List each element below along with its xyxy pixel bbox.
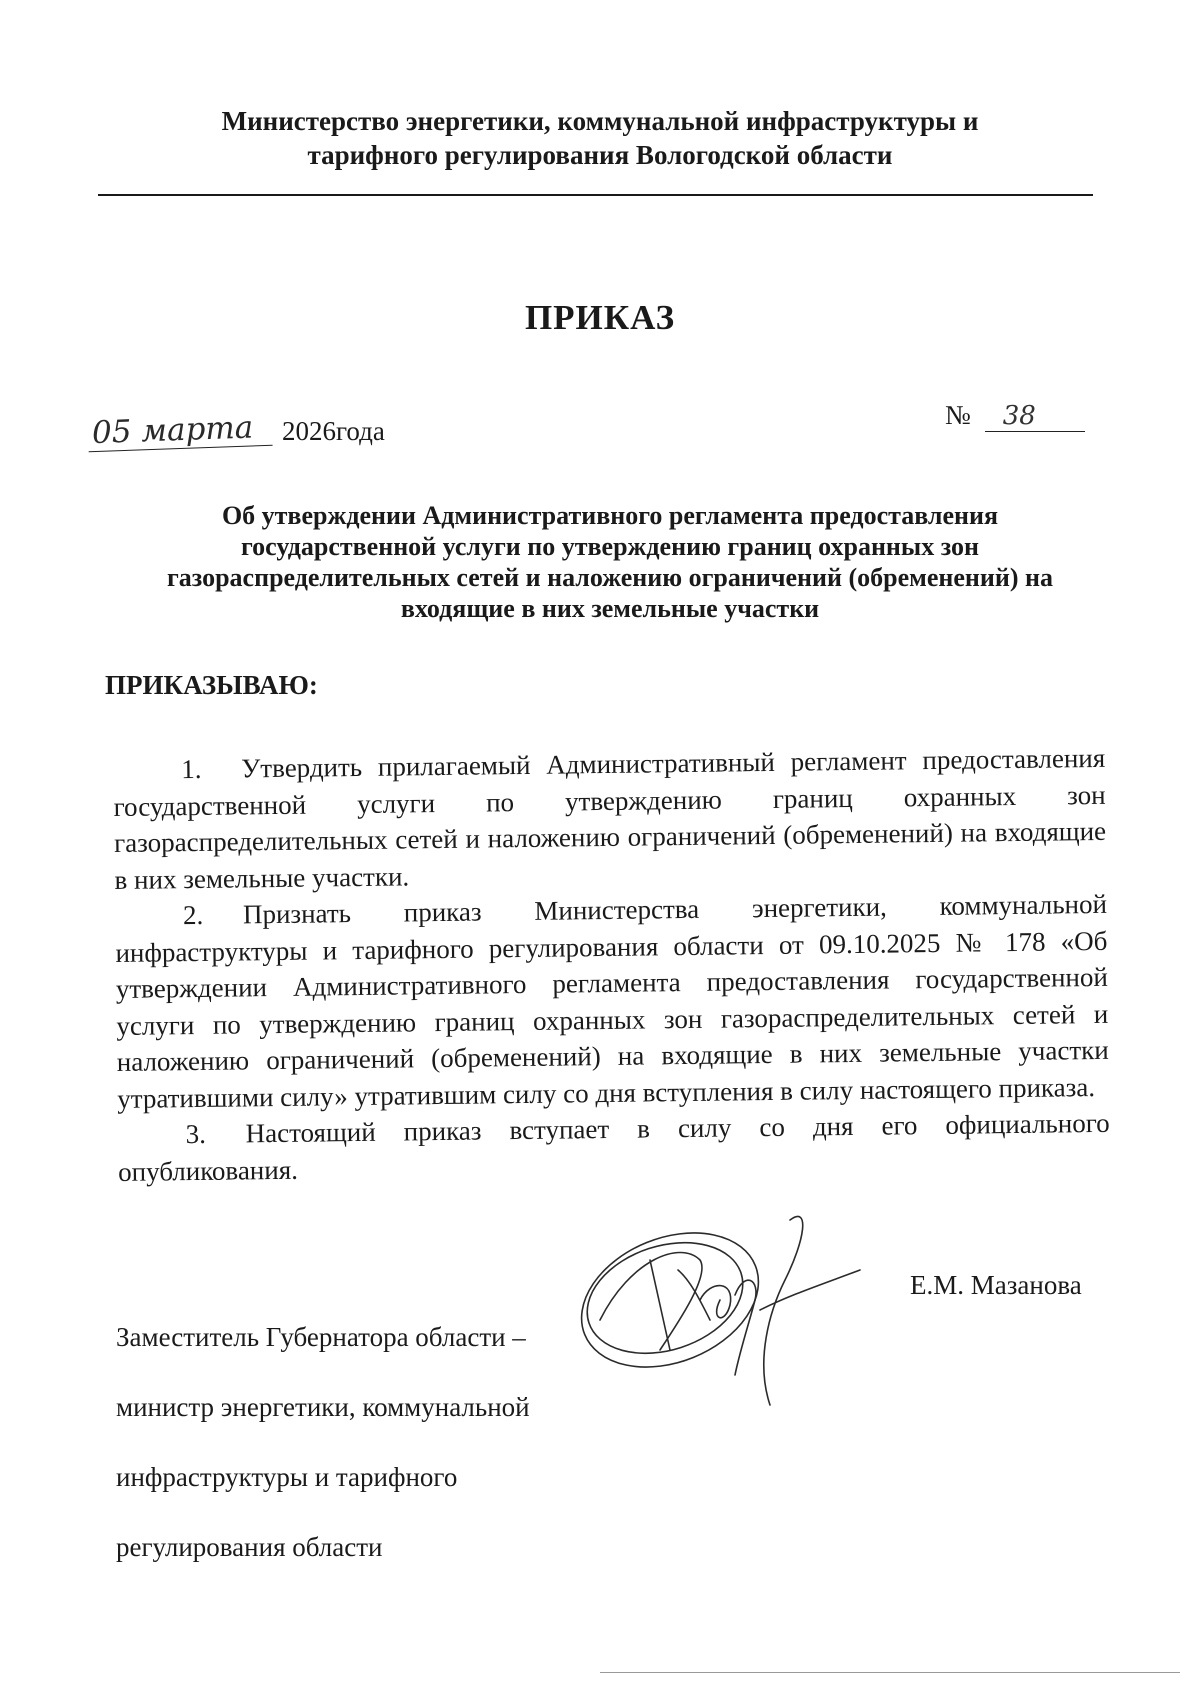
signer-position: [116, 1285, 566, 1600]
order-item-number: 1.: [181, 753, 202, 785]
handwritten-signature: [560, 1200, 880, 1420]
document-title: ПРИКАЗ: [524, 298, 676, 337]
order-item-number: 2.: [182, 899, 204, 931]
signer-position-line4: регулирования области: [116, 1532, 383, 1562]
order-item-number: 3.: [185, 1118, 207, 1150]
order-item: [115, 886, 1110, 1117]
order-item: [113, 740, 1107, 898]
number-field: [945, 400, 1085, 432]
date-handwritten: 05 марта: [87, 409, 272, 452]
number-label: №: [945, 400, 971, 430]
signer-position-line3: инфраструктуры и тарифного: [116, 1462, 458, 1492]
ministry-header: [100, 104, 1100, 172]
ministry-header-line1: Министерство энергетики, коммунальной инфраструктуры и: [221, 106, 979, 136]
date-field: [88, 409, 385, 452]
footer-divider: [600, 1672, 1180, 1673]
header-divider: [98, 194, 1093, 196]
document-subject: [140, 500, 1080, 624]
subject-line1: Об утверждении Административного регламента предоставления: [221, 501, 999, 530]
order-item-text: Признать приказ Министерства энергетики, коммунальной инфраструктуры и тарифного регулирования области от 09.10.2025 № 178 «Об утверждении Административного регламента предоставления государственной услуги по утверждению границ охранных зон газораспределительных сетей и наложению ограничений (обременений) на входящие в них земельные участки утратившими силу» утратившим силу со дня вступления в силу настоящего приказа.: [115, 888, 1109, 1114]
ministry-header-line2: тарифного регулирования Вологодской области: [307, 140, 893, 170]
subject-line4: входящие в них земельные участки: [400, 594, 820, 623]
order-item-text: Настоящий приказ вступает в силу со дня его официального опубликования.: [117, 1107, 1110, 1187]
order-item: [117, 1105, 1110, 1190]
number-handwritten: 38: [985, 401, 1085, 432]
order-items: [113, 740, 1110, 1190]
date-year: 2026года: [282, 416, 385, 446]
subject-line3: газораспределительных сетей и наложению ограничений (обременений) на: [166, 563, 1053, 592]
signer-position-line1: Заместитель Губернатора области –: [116, 1322, 526, 1352]
order-item-text: Утвердить прилагаемый Административный регламент предоставления государственной услуги по утверждению границ охранных зон газораспределительных сетей и наложению ограничений (обременений) на входящие в них земельные участки.: [113, 742, 1107, 895]
signer-name: Е.М. Мазанова: [910, 1270, 1082, 1300]
subject-line2: государственной услуги по утверждению границ охранных зон: [240, 532, 979, 561]
order-heading: ПРИКАЗЫВАЮ:: [105, 670, 318, 700]
signer-position-line2: министр энергетики, коммунальной: [116, 1392, 530, 1422]
